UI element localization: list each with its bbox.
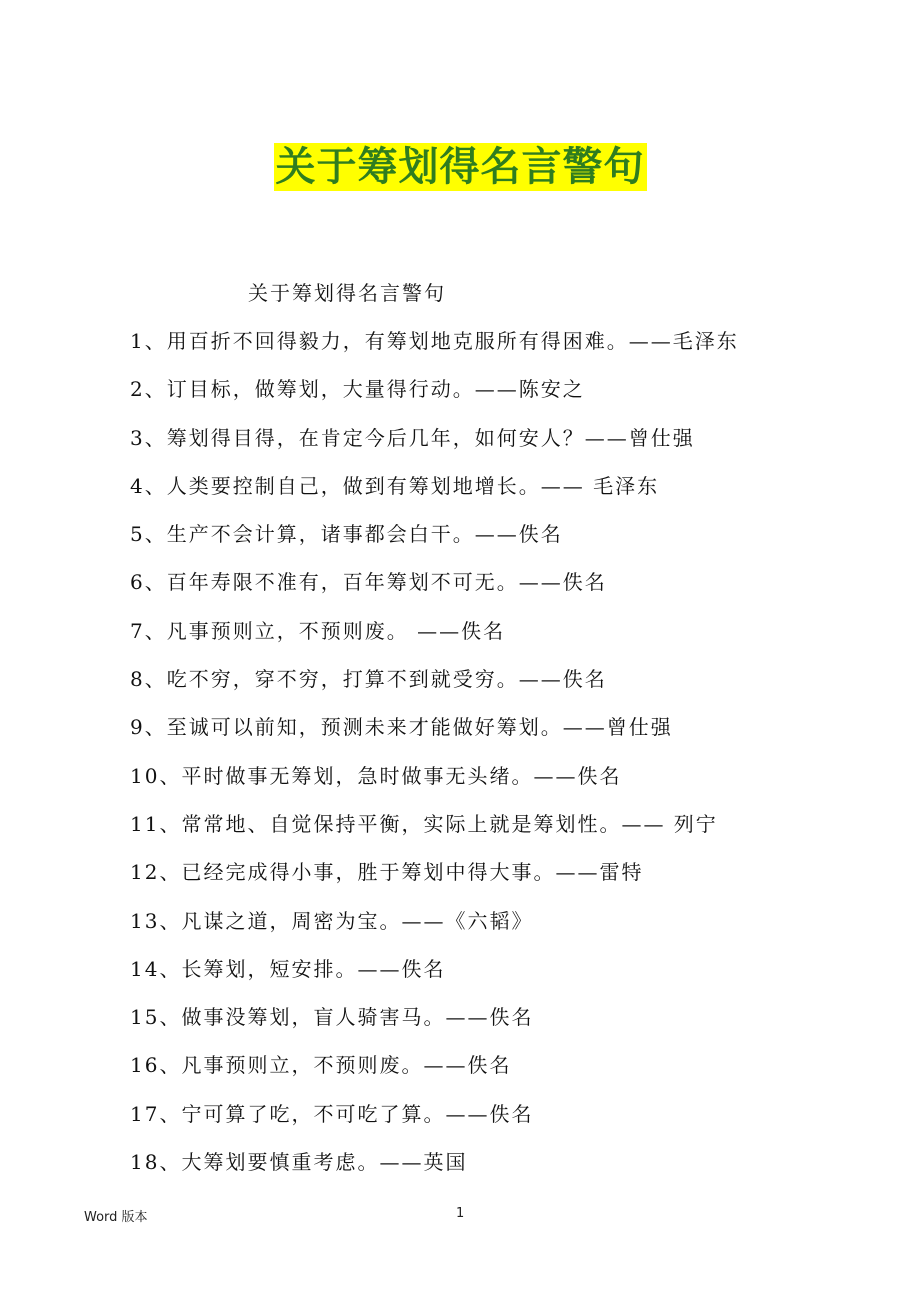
- page-number: 1: [456, 1206, 465, 1221]
- document-title: 关于筹划得名言警句: [275, 144, 645, 190]
- quote-item: 2、订目标，做筹划，大量得行动。——陈安之: [130, 377, 585, 402]
- title-container: [0, 143, 920, 191]
- quote-item: 10、平时做事无筹划，急时做事无头绪。——佚名: [130, 763, 622, 788]
- document-subtitle: 关于筹划得名言警句: [248, 281, 446, 305]
- quote-item: 15、做事没筹划，盲人骑害马。——佚名: [130, 1005, 534, 1030]
- footer-version-label: Word 版本: [84, 1210, 148, 1225]
- quote-item: 13、凡谋之道，周密为宝。——《六韬》: [130, 908, 534, 933]
- quote-item: 1、用百折不回得毅力，有筹划地克服所有得困难。——毛泽东: [130, 329, 739, 353]
- quote-item: 5、生产不会计算，诸事都会白干。——佚名: [130, 522, 563, 547]
- quote-item: 4、人类要控制自己，做到有筹划地增长。—— 毛泽东: [130, 473, 660, 498]
- quote-item: 7、凡事预则立，不预则废。 ——佚名: [130, 618, 506, 643]
- quote-item: 14、长筹划，短安排。——佚名: [130, 956, 446, 981]
- quote-item: 9、至诚可以前知，预测未来才能做好筹划。——曾仕强: [130, 715, 673, 740]
- quote-item: 8、吃不穷，穿不穷，打算不到就受穷。——佚名: [130, 667, 607, 692]
- quote-item: 3、筹划得目得，在肯定今后几年，如何安人？——曾仕强: [130, 425, 695, 450]
- quote-item: 11、常常地、自觉保持平衡，实际上就是筹划性。—— 列宁: [130, 811, 718, 836]
- quote-item: 6、百年寿限不准有，百年筹划不可无。——佚名: [130, 570, 607, 595]
- quote-item: 16、凡事预则立，不预则废。——佚名: [130, 1053, 512, 1078]
- quote-list: [130, 326, 739, 1195]
- quote-item: 17、宁可算了吃，不可吃了算。——佚名: [130, 1101, 534, 1126]
- quote-item: 18、大筹划要慎重考虑。——英国: [130, 1150, 468, 1175]
- quote-item: 12、已经完成得小事，胜于筹划中得大事。——雷特: [130, 860, 644, 885]
